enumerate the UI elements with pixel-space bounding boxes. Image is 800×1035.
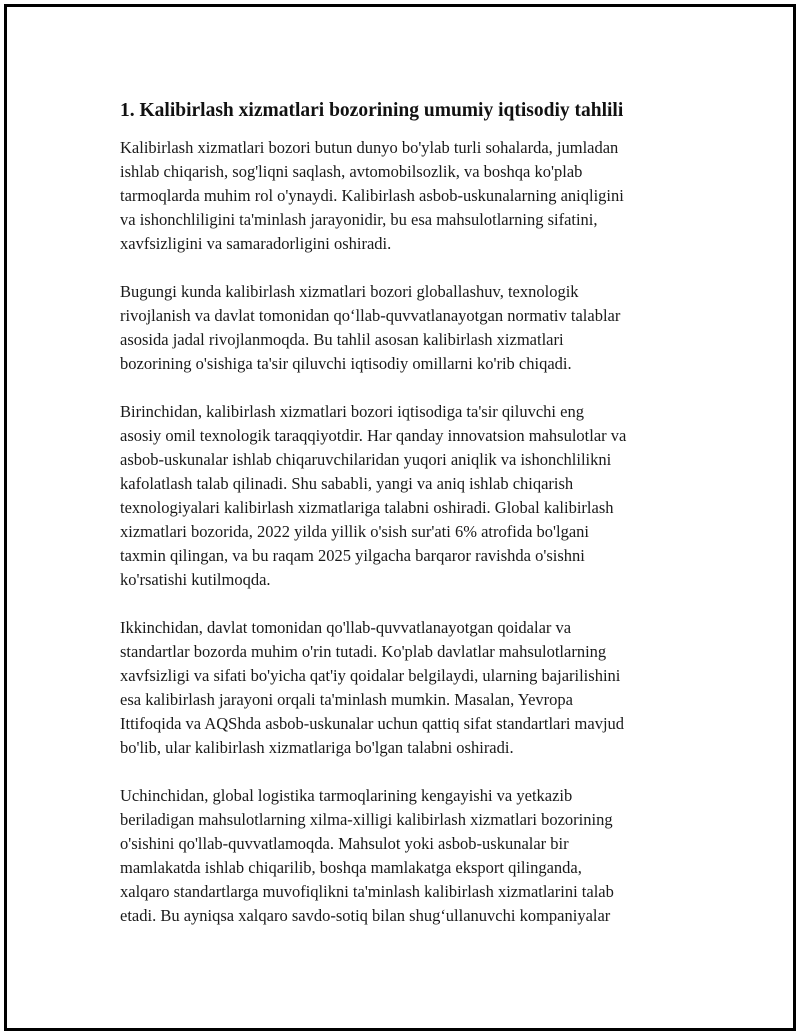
- paragraph: [120, 400, 690, 592]
- paragraph-line: texnologiyalari kalibirlash xizmatlariga talabni oshiradi. Global kalibirlash: [120, 498, 614, 517]
- paragraph-line: xavfsizligi va sifati bo'yicha qat'iy qoidalar belgilaydi, ularning bajarilishini: [120, 666, 621, 685]
- paragraph-line: bozorining o'sishiga ta'sir qiluvchi iqtisodiy omillarni ko'rib chiqadi.: [120, 354, 572, 373]
- paragraph: [120, 280, 690, 376]
- paragraph-line: asosiy omil texnologik taraqqiyotdir. Har qanday innovatsion mahsulotlar va: [120, 426, 627, 445]
- paragraph-line: standartlar bozorda muhim o'rin tutadi. Ko'plab davlatlar mahsulotlarning: [120, 642, 607, 661]
- paragraph-line: Ittifoqida va AQShda asbob-uskunalar uchun qattiq sifat standartlari mavjud: [120, 714, 625, 733]
- paragraph-line: xavfsizligini va samaradorligini oshiradi.: [120, 234, 392, 253]
- paragraph-line: xalqaro standartlarga muvofiqlikni ta'minlash kalibirlash xizmatlarini talab: [120, 882, 614, 901]
- paragraph-line: Uchinchidan, global logistika tarmoqlarining kengayishi va yetkazib: [120, 786, 573, 805]
- paragraph-line: Kalibirlash xizmatlari bozori butun dunyo bo'ylab turli sohalarda, jumladan: [120, 138, 619, 157]
- paragraph-list: [120, 136, 690, 928]
- paragraph: [120, 136, 690, 256]
- paragraph-line: Ikkinchidan, davlat tomonidan qo'llab-quvvatlanayotgan qoidalar va: [120, 618, 572, 637]
- paragraph-line: mamlakatda ishlab chiqarilib, boshqa mamlakatga eksport qilinganda,: [120, 858, 582, 877]
- document-body: [120, 99, 690, 952]
- paragraph-line: kafolatlash talab qilinadi. Shu sababli, yangi va aniq ishlab chiqarish: [120, 474, 574, 493]
- paragraph-line: asosida jadal rivojlanmoqda. Bu tahlil asosan kalibirlash xizmatlari: [120, 330, 564, 349]
- paragraph-line: va ishonchliligini ta'minlash jarayonidir, bu esa mahsulotlarning sifatini,: [120, 210, 598, 229]
- page-frame: [4, 4, 796, 1031]
- paragraph: [120, 784, 690, 928]
- paragraph-line: taxmin qilingan, va bu raqam 2025 yilgacha barqaror ravishda o'sishni: [120, 546, 585, 565]
- paragraph-line: Bugungi kunda kalibirlash xizmatlari bozori globallashuv, texnologik: [120, 282, 579, 301]
- paragraph-line: rivojlanish va davlat tomonidan qo‘llab-quvvatlanayotgan normativ talablar: [120, 306, 621, 325]
- paragraph-line: o'sishini qo'llab-quvvatlamoqda. Mahsulot yoki asbob-uskunalar bir: [120, 834, 569, 853]
- paragraph: [120, 616, 690, 760]
- paragraph-line: ishlab chiqarish, sog'liqni saqlash, avtomobilsozlik, va boshqa ko'plab: [120, 162, 583, 181]
- paragraph-line: tarmoqlarda muhim rol o'ynaydi. Kalibirlash asbob-uskunalarning aniqligini: [120, 186, 624, 205]
- paragraph-line: xizmatlari bozorida, 2022 yilda yillik o'sish sur'ati 6% atrofida bo'lgani: [120, 522, 589, 541]
- paragraph-line: esa kalibirlash jarayoni orqali ta'minlash mumkin. Masalan, Yevropa: [120, 690, 573, 709]
- paragraph-line: beriladigan mahsulotlarning xilma-xilligi kalibirlash xizmatlari bozorining: [120, 810, 613, 829]
- paragraph-line: bo'lib, ular kalibirlash xizmatlariga bo'lgan talabni oshiradi.: [120, 738, 514, 757]
- section-heading: 1. Kalibirlash xizmatlari bozorining umumiy iqtisodiy tahlili: [120, 100, 624, 121]
- paragraph-line: asbob-uskunalar ishlab chiqaruvchilaridan yuqori aniqlik va ishonchlilikni: [120, 450, 612, 469]
- paragraph-line: ko'rsatishi kutilmoqda.: [120, 570, 271, 589]
- paragraph-line: etadi. Bu ayniqsa xalqaro savdo-sotiq bilan shug‘ullanuvchi kompaniyalar: [120, 906, 611, 925]
- paragraph-line: Birinchidan, kalibirlash xizmatlari bozori iqtisodiga ta'sir qiluvchi eng: [120, 402, 584, 421]
